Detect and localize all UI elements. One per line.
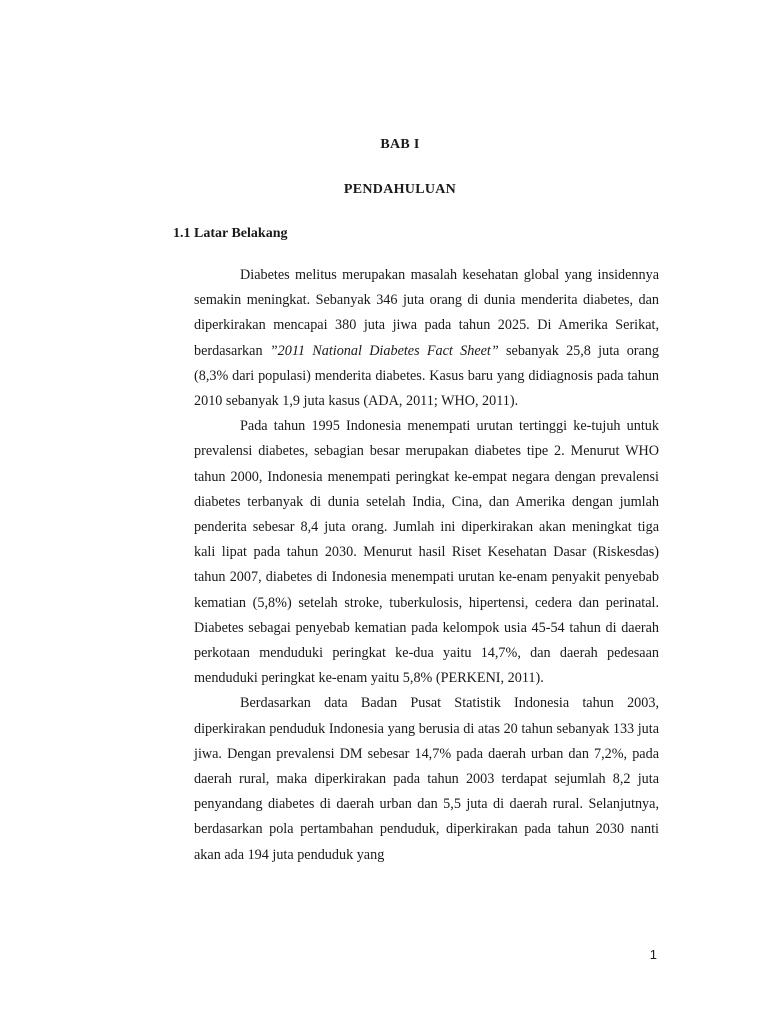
- page-number: 1: [649, 947, 657, 962]
- chapter-title: PENDAHULUAN: [343, 182, 457, 197]
- paragraph-1-text-end: sebanyak 25,8 juta orang (8,3% dari populasi) menderita diabetes. Kasus baru yang didiagnosis pada tahun 2010 sebanyak 1,9 juta kasus (ADA, 2011; WHO, 2011).: [194, 342, 659, 410]
- paragraph-2: Pada tahun 1995 Indonesia menempati urutan tertinggi ke-tujuh untuk prevalensi diabetes, sebagian besar merupakan diabetes tipe 2. Menurut WHO tahun 2000, Indonesia menempati peringkat ke-empat negara dengan prevalensi diabetes terbanyak di dunia setelah India, Cina, dan Amerika dengan jumlah penderita sebesar 8,4 juta orang. Jumlah ini diperkirakan akan meningkat tiga kali lipat pada tahun 2030. Menurut hasil Riset Kesehatan Dasar (Riskesdas) tahun 2007, diabetes di Indonesia menempati urutan ke-enam penyakit penyebab kematian (5,8%) setelah stroke, tuberkulosis, hipertensi, cedera dan perinatal. Diabetes sebagai penyebab kematian pada kelompok usia 45-54 tahun di daerah perkotaan menduduki peringkat ke-dua yaitu 14,7%, dan daerah pedesaan menduduki peringkat ke-enam yaitu 5,8% (PERKENI, 2011).: [194, 418, 659, 687]
- paragraph-3: Berdasarkan data Badan Pusat Statistik Indonesia tahun 2003, diperkirakan penduduk Indonesia yang berusia di atas 20 tahun sebanyak 133 juta jiwa. Dengan prevalensi DM sebesar 14,7% pada daerah urban dan 7,2%, pada daerah rural, maka diperkirakan pada tahun 2003 terdapat sejumlah 8,2 juta penyandang diabetes di daerah urban dan 5,5 juta di daerah rural. Selanjutnya, berdasarkan pola pertambahan penduduk, diperkirakan pada tahun 2030 nanti akan ada 194 juta penduduk yang: [194, 695, 659, 863]
- body-text: [194, 263, 659, 868]
- paragraph-1: [194, 263, 659, 414]
- chapter-number: BAB I: [380, 137, 420, 152]
- report-title-italic: ”2011 National Diabetes Fact Sheet”: [269, 342, 499, 359]
- section-heading: 1.1 Latar Belakang: [173, 226, 288, 241]
- paragraph-1-text-start: Diabetes melitus merupakan masalah kesehatan global yang insidennya semakin meningkat. Sebanyak 346 juta orang di dunia menderita diabetes, dan diperkirakan mencapai 380 juta jiwa pada tahun 2025. Di Amerika Serikat, berdasarkan: [194, 267, 659, 359]
